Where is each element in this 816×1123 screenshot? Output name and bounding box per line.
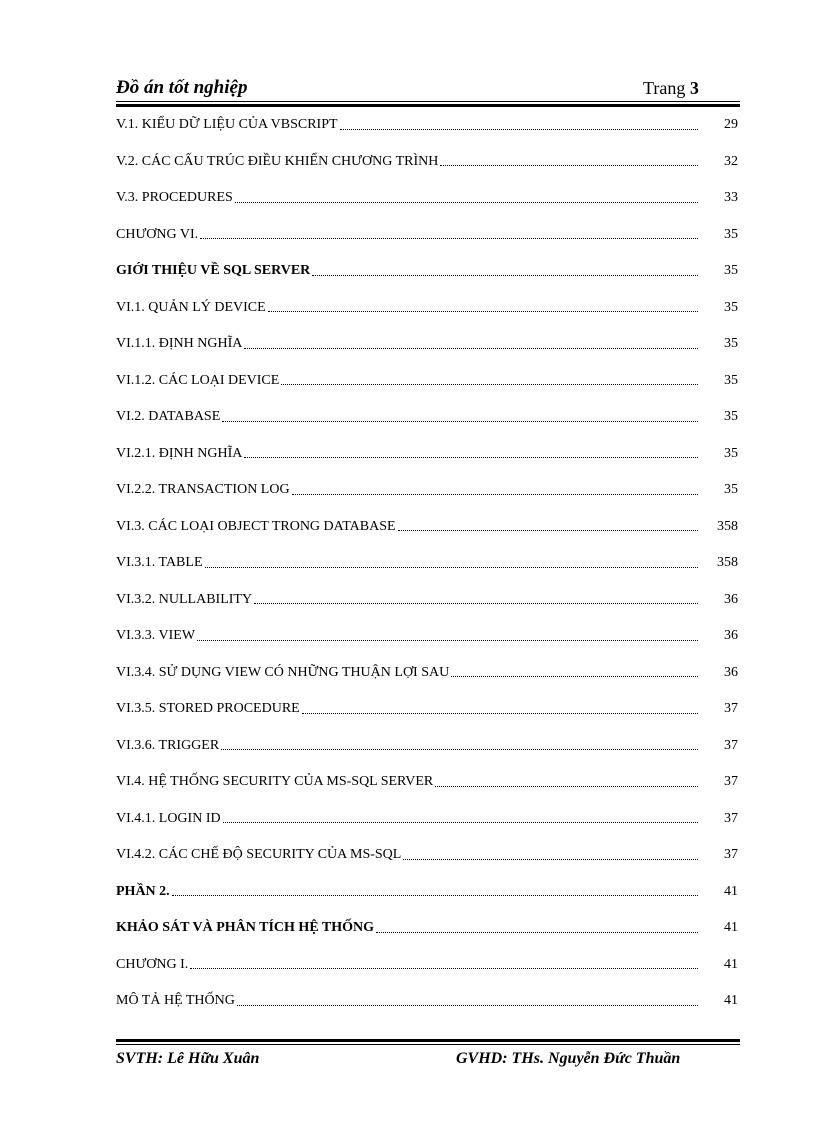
toc-entry-page: 32 [724,153,738,169]
toc-entry[interactable] [116,180,740,217]
toc-entry[interactable] [116,691,740,728]
toc-entry[interactable] [116,509,740,546]
toc-dot-leader [268,297,698,312]
toc-entry[interactable] [116,983,740,1020]
toc-entry-page: 36 [724,664,738,680]
toc-dot-leader [376,918,698,933]
toc-entry-page: 37 [724,847,738,863]
toc-entry-title: KHẢO SÁT VÀ PHÂN TÍCH HỆ THỐNG [116,920,375,936]
toc-dot-leader [205,553,698,568]
toc-entry-title: VI.4.1. LOGIN ID [116,810,221,826]
toc-entry-title: VI.3.6. TRIGGER [116,737,220,753]
toc-entry[interactable] [116,436,740,473]
toc-dot-leader [172,881,698,896]
toc-entry[interactable] [116,874,740,911]
table-of-contents [116,107,740,1020]
toc-dot-leader [281,370,698,385]
toc-dot-leader [451,662,698,677]
toc-entry-title: VI.4. HỆ THỐNG SECURITY CỦA MS-SQL SERVER [116,774,434,790]
page-indicator [643,78,699,99]
header-rule-thin [116,101,740,102]
toc-entry-page: 41 [724,920,738,936]
toc-dot-leader [312,261,698,276]
toc-entry-page: 35 [724,299,738,315]
toc-entry-title: VI.2. DATABASE [116,409,221,425]
toc-entry[interactable] [116,290,740,327]
toc-entry-page: 36 [724,591,738,607]
toc-dot-leader [244,334,698,349]
toc-entry-page: 35 [724,226,738,242]
toc-dot-leader [398,516,698,531]
toc-entry[interactable] [116,728,740,765]
toc-dot-leader [221,735,698,750]
toc-entry[interactable] [116,618,740,655]
page-number: 3 [689,78,699,98]
toc-dot-leader [223,808,698,823]
toc-entry-title: CHƯƠNG I. [116,956,189,972]
toc-entry-page: 358 [717,555,738,571]
page-label: Trang [643,78,686,98]
toc-entry-page: 37 [724,737,738,753]
toc-entry-title: VI.3. CÁC LOẠI OBJECT TRONG DATABASE [116,518,396,534]
toc-entry-page: 35 [724,372,738,388]
toc-dot-leader [235,188,698,203]
footer-rule-thick [116,1039,740,1042]
footer-rule-thin [116,1044,740,1045]
toc-entry[interactable] [116,107,740,144]
toc-entry-title: VI.3.3. VIEW [116,628,196,644]
toc-dot-leader [435,772,698,787]
toc-entry-title: VI.2.2. TRANSACTION LOG [116,482,290,498]
toc-entry[interactable] [116,326,740,363]
toc-dot-leader [190,954,698,969]
toc-entry[interactable] [116,582,740,619]
toc-entry[interactable] [116,910,740,947]
toc-entry-title: VI.1. QUẢN LÝ DEVICE [116,299,266,315]
toc-entry-title: MÔ TẢ HỆ THỐNG [116,993,235,1009]
toc-entry-title: VI.3.2. NULLABILITY [116,591,253,607]
toc-entry-page: 35 [724,336,738,352]
toc-entry[interactable] [116,764,740,801]
toc-dot-leader [292,480,698,495]
toc-entry-page: 35 [724,482,738,498]
toc-entry-page: 35 [724,263,738,279]
advisor-name: GVHD: THs. Nguyễn Đức Thuần [456,1050,681,1067]
toc-entry[interactable] [116,399,740,436]
toc-entry-title: V.3. PROCEDURES [116,190,233,206]
toc-entry-title: VI.2.1. ĐỊNH NGHĨA [116,445,243,461]
toc-dot-leader [302,699,698,714]
toc-dot-leader [403,845,698,860]
toc-entry-title: VI.4.2. CÁC CHẾ ĐỘ SECURITY CỦA MS-SQL [116,847,402,863]
toc-entry-title: VI.3.4. SỬ DỤNG VIEW CÓ NHỮNG THUẬN LỢI SAU [116,664,450,680]
toc-entry-title: CHƯƠNG VI. [116,226,199,242]
toc-dot-leader [200,224,698,239]
toc-entry[interactable] [116,947,740,984]
toc-entry-page: 41 [724,883,738,899]
toc-entry-page: 36 [724,628,738,644]
toc-dot-leader [197,626,698,641]
toc-entry-title: VI.1.2. CÁC LOẠI DEVICE [116,372,280,388]
toc-dot-leader [254,589,698,604]
toc-entry-page: 41 [724,956,738,972]
toc-entry-page: 358 [717,518,738,534]
toc-dot-leader [440,151,698,166]
toc-entry-page: 37 [724,701,738,717]
toc-entry[interactable] [116,253,740,290]
toc-entry-title: PHẦN 2. [116,883,170,899]
toc-entry-page: 29 [724,117,738,133]
toc-entry-title: GIỚI THIỆU VỀ SQL SERVER [116,263,311,279]
toc-entry-title: V.1. KIỂU DỮ LIỆU CỦA VBSCRIPT [116,117,338,133]
toc-dot-leader [244,443,698,458]
toc-dot-leader [222,407,698,422]
toc-entry[interactable] [116,363,740,400]
toc-entry[interactable] [116,472,740,509]
toc-entry-title: VI.1.1. ĐỊNH NGHĨA [116,336,243,352]
toc-entry[interactable] [116,837,740,874]
toc-entry-page: 35 [724,445,738,461]
toc-entry-title: VI.3.5. STORED PROCEDURE [116,701,300,717]
toc-dot-leader [237,991,698,1006]
toc-dot-leader [340,115,698,130]
document-title: Đồ án tốt nghiệp [116,77,248,98]
toc-entry-page: 41 [724,993,738,1009]
toc-entry-title: V.2. CÁC CẤU TRÚC ĐIỀU KHIỂN CHƯƠNG TRÌNH [116,153,439,169]
toc-entry-page: 33 [724,190,738,206]
toc-entry[interactable] [116,655,740,692]
toc-entry-title: VI.3.1. TABLE [116,555,203,571]
toc-entry[interactable] [116,217,740,254]
toc-entry[interactable] [116,801,740,838]
toc-entry[interactable] [116,144,740,181]
toc-entry-page: 35 [724,409,738,425]
toc-entry[interactable] [116,545,740,582]
toc-entry-page: 37 [724,810,738,826]
student-name: SVTH: Lê Hữu Xuân [116,1050,260,1067]
toc-entry-page: 37 [724,774,738,790]
